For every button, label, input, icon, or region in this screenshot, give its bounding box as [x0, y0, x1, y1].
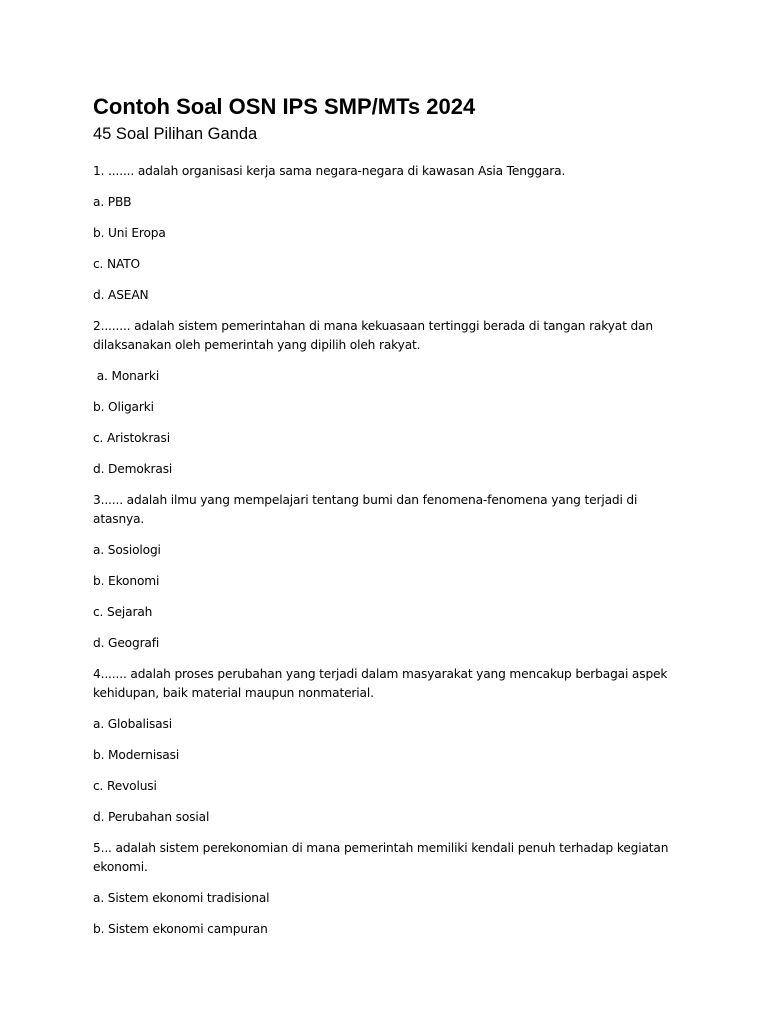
page-title: Contoh Soal OSN IPS SMP/MTs 2024 [93, 94, 476, 119]
answer-option: c. NATO [93, 257, 140, 271]
question-text: 2........ adalah sistem pemerintahan di mana kekuasaan tertinggi berada di tangan rakyat dan dilaksanakan oleh pemerintah yang dipilih oleh rakyat. [93, 319, 653, 352]
document-content [93, 92, 683, 939]
answer-option: a. Sosiologi [93, 543, 161, 557]
question-text: 3...... adalah ilmu yang mempelajari tentang bumi dan fenomena-fenomena yang terjadi di atasnya. [93, 493, 638, 526]
question-text: 4....... adalah proses perubahan yang terjadi dalam masyarakat yang mencakup berbagai aspek kehidupan, baik material maupun nonmaterial. [93, 667, 668, 700]
answer-option: a. PBB [93, 195, 132, 209]
page-subtitle: 45 Soal Pilihan Ganda [93, 125, 258, 143]
question-text: 1. ....... adalah organisasi kerja sama negara-negara di kawasan Asia Tenggara. [93, 164, 566, 178]
answer-option: b. Sistem ekonomi campuran [93, 922, 268, 936]
answer-option: c. Sejarah [93, 605, 153, 619]
question-text: 5... adalah sistem perekonomian di mana pemerintah memiliki kendali penuh terhadap kegiatan ekonomi. [93, 841, 669, 874]
answer-option: b. Uni Eropa [93, 226, 166, 240]
answer-option: a. Globalisasi [93, 717, 172, 731]
answer-option: c. Revolusi [93, 779, 157, 793]
answer-option: a. Sistem ekonomi tradisional [93, 891, 270, 905]
answer-option: b. Modernisasi [93, 748, 180, 762]
answer-option: d. Perubahan sosial [93, 810, 210, 824]
answer-option: d. Demokrasi [93, 462, 173, 476]
answer-option: a. Monarki [93, 369, 160, 383]
answer-option: d. Geografi [93, 636, 160, 650]
answer-option: b. Ekonomi [93, 574, 160, 588]
answer-option: b. Oligarki [93, 400, 154, 414]
answer-option: c. Aristokrasi [93, 431, 170, 445]
answer-option: d. ASEAN [93, 288, 149, 302]
